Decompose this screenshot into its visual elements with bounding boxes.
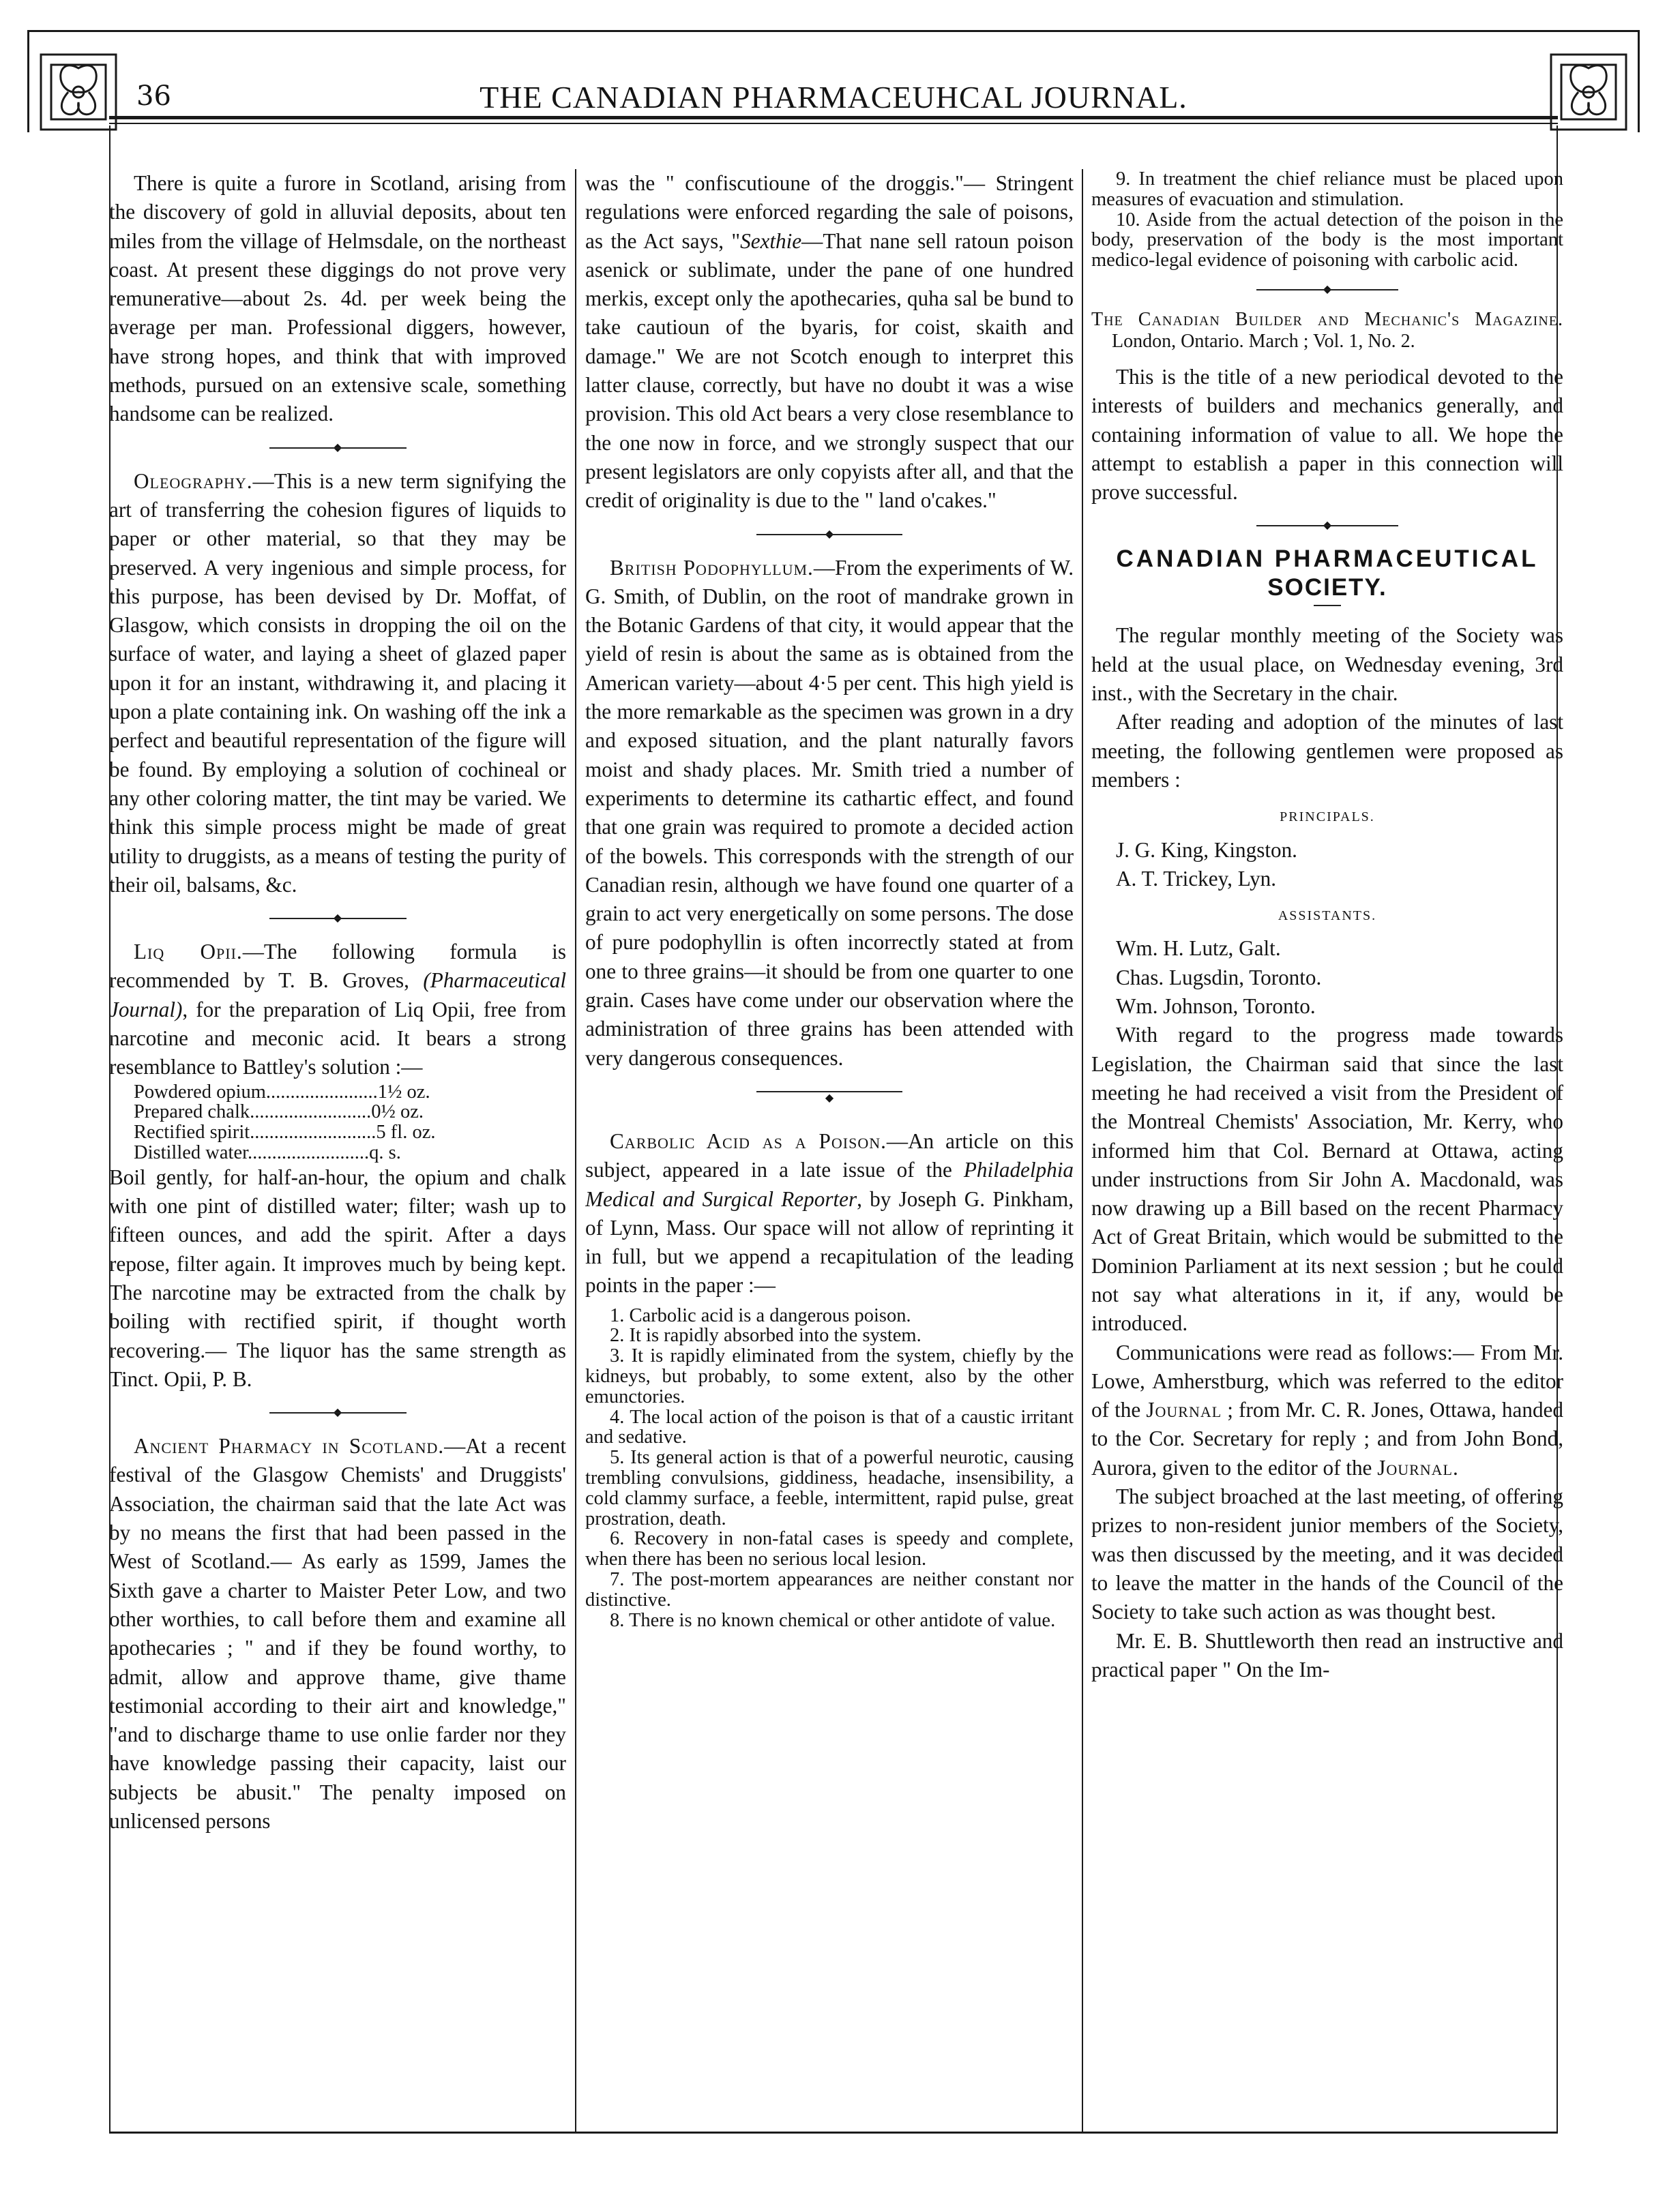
carbolic-acid-intro: —An article on this subject, appeared in a late issue of the <box>585 1129 1074 1182</box>
oleography-body: —This is a new term signifying the art of transferring the cohesion figures of liquids to paper or other material, so that they may be preserved. A very ingenious and simple process, for this purpose, has been devised by Dr. Moffat, of Glasgow, which consists in dropping the oil on the surface of water, and laying a sheet of glazed paper upon it for an instant, withdrawing it, and placing it upon a plate containing ink. On washing off the ink a perfect and beautiful representation of the figure will be found. By employing a solution of cochineal or any other coloring matter, the tint may be varied. We think this simple process might be made of great utility to druggists, as a means of testing the purity of their oil, balsams, &c. <box>109 468 566 897</box>
member-name: Chas. Lugsdin, Toronto. <box>1116 965 1322 989</box>
carbolic-acid-intro-cont: , by Joseph G. Pinkham, of Lynn, Mass. Our space will not allow of reprinting it in full, but we append a recapitulation of the leading points in the paper :— <box>585 1186 1074 1298</box>
assistants-label: ASSISTANTS. <box>1278 908 1377 924</box>
liq-opii-intro: —The following formula is recommended by T. B. Groves, <box>109 940 566 993</box>
gold-paragraph: There is quite a furore in Scotland, arising from the discovery of gold in alluvial deposits, about ten miles from the village of Helmsdale, on the northeast coast. At present these diggings do not prove very remunerative—about 2s. 4d. per week being the average per man. Professional diggers, however, have strong hopes, and think that with improved methods, pursued on an extensive scale, something handsome can be realized. <box>109 171 566 426</box>
ancient-continued-text: was the " confiscutioune of the droggis."— Stringent regulations were enforced regarding the sale of poisons, as the Act says, " <box>585 171 1074 253</box>
carbolic-point: 7. The post-mortem appearances are neither constant nor distinctive. <box>585 1569 1074 1611</box>
liq-opii-heading: Liq Opii. <box>134 940 243 964</box>
column-1 <box>109 169 566 2132</box>
liq-opii-article <box>109 938 566 1081</box>
podophyllum-article <box>585 554 1074 1073</box>
ancient-quote-word: Sexthie <box>740 228 802 253</box>
member-name: J. G. King, Kingston. <box>1116 837 1297 862</box>
principals-label: PRINCIPALS. <box>1280 809 1375 825</box>
column-divider-1 <box>575 169 576 2132</box>
builder-magazine-notice <box>1091 309 1563 353</box>
liq-opii-reference: (Pharmaceutical Journal) <box>109 968 566 1021</box>
podophyllum-body: —From the experiments of W. G. Smith, of Dublin, on the root of mandrake grown in the Botanic Gardens of that city, it would appear that the yield of resin is about the same as is obtained from the American variety—about 4·5 per cent. This high yield is the more remarkable as the specimen was grown in a dry and exposed situation, and the plant naturally favors moist and shady places. Mr. Smith tried a number of experiments to determine its cathartic effect, and found that one grain was required to promote a decided action of the bowels. This corresponds with the strength of our Canadian resin, although we have found one quarter of a grain to act very energetically on some persons. The dose of pure podophyllin is often incorrectly stated at from one to three grains—it should be from one quarter to one grain. Cases have come under our observation where the administration of three grains has been attended with very dangerous consequences. <box>585 555 1074 1070</box>
column-3 <box>1091 169 1563 2132</box>
carbolic-point: 3. It is rapidly eliminated from the system, chiefly by the kidneys, but probably, to some extent, also by the other emunctories. <box>585 1345 1074 1407</box>
bottom-rule <box>109 2132 1558 2134</box>
page-number: 36 <box>136 80 171 112</box>
carbolic-point: 10. Aside from the actual detection of the poison in the body, preservation of the body is the most important medico-legal evidence of poisoning with carbolic acid. <box>1091 209 1563 271</box>
carbolic-point: 5. Its general action is that of a powerful neurotic, causing trembling convulsions, giddiness, headache, insensibility, a cold clammy surface, a feeble, intermittent, rapid pulse, great prostration, death. <box>585 1447 1074 1529</box>
formula-line: Powdered opium.......................1½ oz. <box>134 1081 430 1103</box>
ancient-continued-text-2: —That nane sell ratoun poison asenick or sublimate, under the pane of one hundred merkis, except only the apothecaries, quha sal be bund to take cautioun of the byaris, for coist, skaith and damage." We are not Scotch enough to interpret this latter clause, correctly, but have no doubt it was a wise provision. This old Act bears a very close resemblance to the one now in force, and we strongly suspect that our present legislators are only copyists after all, and that the credit of originality is due to the " land o'cakes." <box>585 228 1074 513</box>
society-heading: CANADIAN PHARMACEUTICAL <box>1116 545 1539 573</box>
carbolic-acid-heading: Carbolic Acid as a Poison. <box>610 1129 887 1153</box>
minutes-paragraph: After reading and adoption of the minutes of last meeting, the following gentlemen were proposed as members : <box>1091 710 1563 792</box>
section-separator: ◆ <box>109 1394 566 1432</box>
legislation-paragraph: With regard to the progress made towards Legislation, the Chairman said that since the last meeting he had received a visit from the President of the Montreal Chemists' Association, Mr. Kerry, who informed him that Col. Bernard at Ottawa, acting under instructions from Sir John A. Macdonald, was now drawing up a Bill based on the recent Pharmacy Act of Great Britain, which would be submitted to the Dominion Parliament at its next session ; but he could not say what alterations in it, if any, would be introduced. <box>1091 1023 1563 1336</box>
carbolic-acid-reference: Philadelphia Medical and Surgical Reporter <box>585 1158 1074 1211</box>
header-rule-thin <box>109 123 1558 124</box>
carbolic-point: 8. There is no known chemical or other antidote of value. <box>610 1609 1056 1631</box>
carbolic-point: 1. Carbolic acid is a dangerous poison. <box>610 1304 911 1326</box>
journal-word: Journal <box>1377 1455 1453 1480</box>
ancient-pharmacy-article <box>109 1432 566 1836</box>
society-heading-line-2: SOCIETY. <box>1267 574 1387 601</box>
oleography-heading: Oleography. <box>134 468 253 493</box>
meeting-paragraph: The regular monthly meeting of the Society was held at the usual place, on Wednesday evening, 3rd inst., with the Secretary in the chair. <box>1091 623 1563 706</box>
carbolic-point: 9. In treatment the chief reliance must be placed upon measures of evacuation and stimulation. <box>1091 169 1563 210</box>
liq-opii-intro-cont: , for the preparation of Liq Opii, free from narcotine and meconic acid. It bears a strong resemblance to Battley's solution :— <box>109 997 566 1079</box>
shuttleworth-paragraph: Mr. E. B. Shuttleworth then read an instructive and practical paper " On the Im- <box>1091 1628 1563 1682</box>
builder-magazine-meta: London, Ontario. March ; Vol. 1, No. 2. <box>1112 331 1415 353</box>
podophyllum-heading: British Podophyllum. <box>610 555 814 580</box>
section-separator: ◆ <box>585 1073 1074 1127</box>
member-name: Wm. Johnson, Toronto. <box>1116 994 1316 1019</box>
builder-magazine-review: This is the title of a new periodical devoted to the interests of builders and mechanics generally, and containing information of value to all. We hope the attempt to establish a paper in this connection will prove successful. <box>1091 364 1563 505</box>
communications-text-3: . <box>1453 1455 1458 1480</box>
journal-title: THE CANADIAN PHARMACEUHCAL JOURNAL. <box>480 80 1187 115</box>
header-rule <box>109 116 1558 119</box>
member-name: A. T. Trickey, Lyn. <box>1116 866 1277 891</box>
carbolic-point: 4. The local action of the poison is that of a caustic irritant and sedative. <box>585 1406 1074 1448</box>
communications-text: Communications were read as follows:— From Mr. Lowe, Amherstburg, which was referred to the editor of the <box>1091 1340 1563 1422</box>
section-separator: ◆ <box>109 899 566 938</box>
short-separator <box>1314 605 1341 606</box>
liq-opii-method: Boil gently, for half-an-hour, the opium and chalk with one pint of distilled water; filter; wash up to fifteen ounces, and add the spirit. After a days repose, filter again. It improves much by being kept. The narcotine may be extracted from the chalk by boiling with rectified spirit, if thought worth recovering.— The liquor has the same strength as Tinct. Opii, P. B. <box>109 1165 566 1391</box>
section-separator: ◆ <box>1091 507 1563 545</box>
opium-formula <box>134 1082 566 1163</box>
page-frame-top <box>27 30 1640 32</box>
carbolic-point: 6. Recovery in non-fatal cases is speedy and complete, when there has been no serious local lesion. <box>585 1528 1074 1570</box>
carbolic-acid-article <box>585 1127 1074 1300</box>
builder-magazine-title: The Canadian Builder and Mechanic's Magazine. <box>1091 308 1563 330</box>
carbolic-point: 2. It is rapidly absorbed into the system. <box>610 1325 921 1347</box>
journal-word: Journal <box>1146 1398 1222 1422</box>
ancient-pharmacy-heading: Ancient Pharmacy in Scotland. <box>134 1434 445 1459</box>
oleography-article <box>109 467 566 899</box>
formula-line: Rectified spirit..........................5 fl. oz. <box>134 1122 436 1144</box>
communications-text-2: ; from Mr. C. R. Jones, Ottawa, handed to the Cor. Secretary for reply ; and from John Bond, Aurora, given to the editor of the <box>1091 1398 1563 1480</box>
communications-paragraph <box>1091 1339 1563 1482</box>
section-separator: ◆ <box>585 515 1074 554</box>
column-divider-2 <box>1082 169 1083 2132</box>
section-separator: ◆ <box>109 429 566 467</box>
formula-line: Prepared chalk.........................0½ oz. <box>134 1101 424 1123</box>
section-separator: ◆ <box>1091 271 1563 309</box>
ancient-pharmacy-body: —At a recent festival of the Glasgow Chemists' and Druggists' Association, the chairman said that the late Act was by no means the first that had been passed in the West of Scotland.— As early as 1599, James the Sixth gave a charter to Maister Peter Low, and two other worthies, to call before them and examine all apothecaries ; " and if they be found worthy, to admit, allow and approve thame, give thame testimonial according to their airt and knowledge," "and to discharge thame to use onlie farder nor they have knowledge passing their capacity, laist our subjects be abusit." The penalty imposed on unlicensed persons <box>109 1434 566 1834</box>
ancient-pharmacy-continued <box>585 169 1074 515</box>
prizes-paragraph: The subject broached at the last meeting, of offering prizes to non-resident junior members of the Society, was then discussed by the meeting, and it was decided to leave the matter in the hands of the Council of the Society to take such action as was thought best. <box>1091 1484 1563 1624</box>
column-2 <box>585 169 1074 2132</box>
member-name: Wm. H. Lutz, Galt. <box>1116 936 1281 961</box>
formula-line: Distilled water.........................q. s. <box>134 1142 401 1163</box>
